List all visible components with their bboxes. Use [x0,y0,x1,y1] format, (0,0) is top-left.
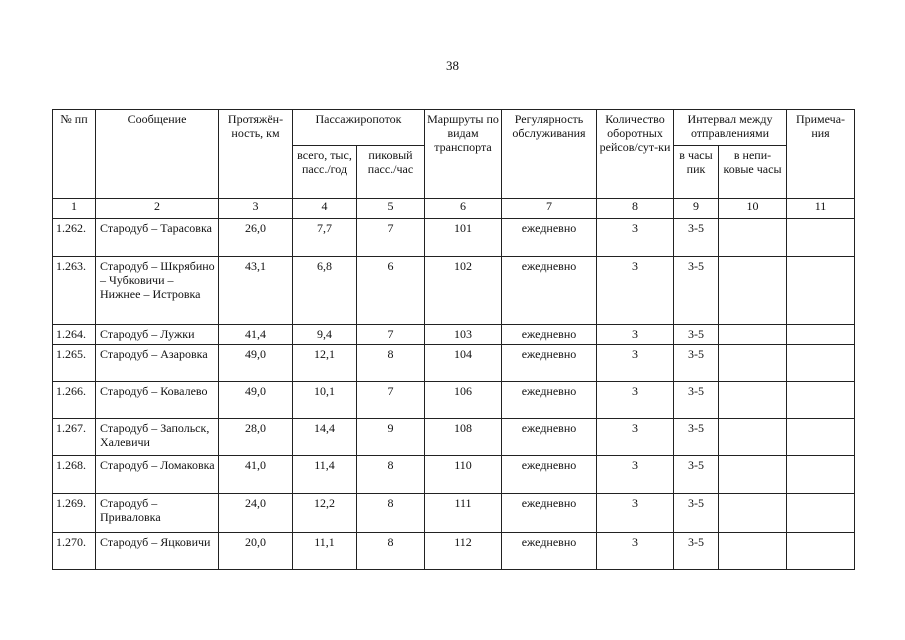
flow-peak: 8 [357,533,425,570]
column-number: 7 [502,199,597,219]
trips-count: 3 [597,419,674,456]
route-number: 108 [425,419,502,456]
interval-peak: 3-5 [674,325,719,345]
flow-peak: 7 [357,219,425,257]
header-route: Сообщение [96,110,219,199]
table-row [53,494,855,533]
row-number: 1.264. [53,325,96,345]
flow-peak: 8 [357,494,425,533]
route-name: Стародуб – Азаровка [96,345,219,382]
trips-count: 3 [597,456,674,494]
flow-total: 14,4 [293,419,357,456]
flow-peak: 6 [357,257,425,325]
column-number-row [53,199,855,219]
header-regularity: Регулярность обслуживания [502,110,597,199]
table-row [53,257,855,325]
notes [787,257,855,325]
trips-count: 3 [597,494,674,533]
flow-total: 7,7 [293,219,357,257]
header-notes: Примеча-ния [787,110,855,199]
regularity: ежедневно [502,257,597,325]
interval-offpeak [719,219,787,257]
row-number: 1.268. [53,456,96,494]
interval-peak: 3-5 [674,257,719,325]
table-row [53,456,855,494]
route-number: 102 [425,257,502,325]
interval-peak: 3-5 [674,382,719,419]
interval-peak: 3-5 [674,345,719,382]
interval-offpeak [719,494,787,533]
trips-count: 3 [597,257,674,325]
interval-offpeak [719,533,787,570]
header-length: Протяжён-ность, км [219,110,293,199]
header-interval-offpeak: в непи-ковые часы [719,146,787,199]
row-number: 1.269. [53,494,96,533]
route-name: Стародуб – Яцковичи [96,533,219,570]
table-row [53,419,855,456]
header-trips: Количество оборотных рейсов/сут-ки [597,110,674,199]
trips-count: 3 [597,219,674,257]
interval-peak: 3-5 [674,219,719,257]
regularity: ежедневно [502,219,597,257]
column-number: 6 [425,199,502,219]
column-number: 11 [787,199,855,219]
flow-peak: 9 [357,419,425,456]
route-name: Стародуб – Приваловка [96,494,219,533]
route-number: 106 [425,382,502,419]
trips-count: 3 [597,325,674,345]
regularity: ежедневно [502,382,597,419]
column-number: 5 [357,199,425,219]
row-number: 1.265. [53,345,96,382]
regularity: ежедневно [502,494,597,533]
row-number: 1.263. [53,257,96,325]
notes [787,325,855,345]
notes [787,533,855,570]
route-name: Стародуб – Лужки [96,325,219,345]
notes [787,494,855,533]
regularity: ежедневно [502,345,597,382]
route-name: Стародуб – Ломаковка [96,456,219,494]
header-interval-peak: в часы пик [674,146,719,199]
interval-peak: 3-5 [674,456,719,494]
notes [787,382,855,419]
regularity: ежедневно [502,325,597,345]
notes [787,456,855,494]
column-number: 8 [597,199,674,219]
regularity: ежедневно [502,456,597,494]
column-number: 2 [96,199,219,219]
route-length: 49,0 [219,382,293,419]
table-row [53,382,855,419]
column-number: 4 [293,199,357,219]
route-table [52,109,855,570]
interval-peak: 3-5 [674,419,719,456]
route-number: 112 [425,533,502,570]
route-number: 101 [425,219,502,257]
route-number: 104 [425,345,502,382]
header-passenger-flow: Пассажиропоток [293,110,425,146]
flow-total: 10,1 [293,382,357,419]
route-number: 103 [425,325,502,345]
interval-offpeak [719,456,787,494]
route-number: 111 [425,494,502,533]
row-number: 1.262. [53,219,96,257]
route-number: 110 [425,456,502,494]
interval-peak: 3-5 [674,494,719,533]
row-number: 1.270. [53,533,96,570]
table-row [53,219,855,257]
trips-count: 3 [597,382,674,419]
trips-count: 3 [597,345,674,382]
route-length: 49,0 [219,345,293,382]
route-length: 43,1 [219,257,293,325]
header-routes-by-transport: Маршруты по видам транспорта [425,110,502,199]
row-number: 1.266. [53,382,96,419]
flow-peak: 7 [357,325,425,345]
interval-offpeak [719,419,787,456]
flow-total: 6,8 [293,257,357,325]
route-length: 20,0 [219,533,293,570]
header-no: № пп [53,110,96,199]
regularity: ежедневно [502,419,597,456]
route-name: Стародуб – Запольск, Халевичи [96,419,219,456]
flow-peak: 8 [357,456,425,494]
row-number: 1.267. [53,419,96,456]
page-number: 38 [446,58,459,73]
route-name: Стародуб – Ковалево [96,382,219,419]
interval-offpeak [719,345,787,382]
column-number: 10 [719,199,787,219]
route-length: 24,0 [219,494,293,533]
column-number: 1 [53,199,96,219]
route-length: 41,4 [219,325,293,345]
table-row [53,533,855,570]
flow-peak: 8 [357,345,425,382]
interval-peak: 3-5 [674,533,719,570]
route-length: 26,0 [219,219,293,257]
flow-total: 12,2 [293,494,357,533]
notes [787,345,855,382]
interval-offpeak [719,257,787,325]
regularity: ежедневно [502,533,597,570]
route-length: 41,0 [219,456,293,494]
interval-offpeak [719,325,787,345]
flow-total: 12,1 [293,345,357,382]
table-row [53,345,855,382]
route-length: 28,0 [219,419,293,456]
column-number: 9 [674,199,719,219]
flow-total: 11,1 [293,533,357,570]
trips-count: 3 [597,533,674,570]
notes [787,419,855,456]
notes [787,219,855,257]
interval-offpeak [719,382,787,419]
flow-total: 11,4 [293,456,357,494]
header-flow-peak: пиковый пасс./час [357,146,425,199]
header-interval: Интервал между отправлениями [674,110,787,146]
route-name: Стародуб – Тарасовка [96,219,219,257]
route-name: Стародуб – Шкрябино – Чубковичи – Нижнее – Истровка [96,257,219,325]
header-flow-total: всего, тыс, пасс./год [293,146,357,199]
column-number: 3 [219,199,293,219]
table-row [53,325,855,345]
flow-total: 9,4 [293,325,357,345]
flow-peak: 7 [357,382,425,419]
